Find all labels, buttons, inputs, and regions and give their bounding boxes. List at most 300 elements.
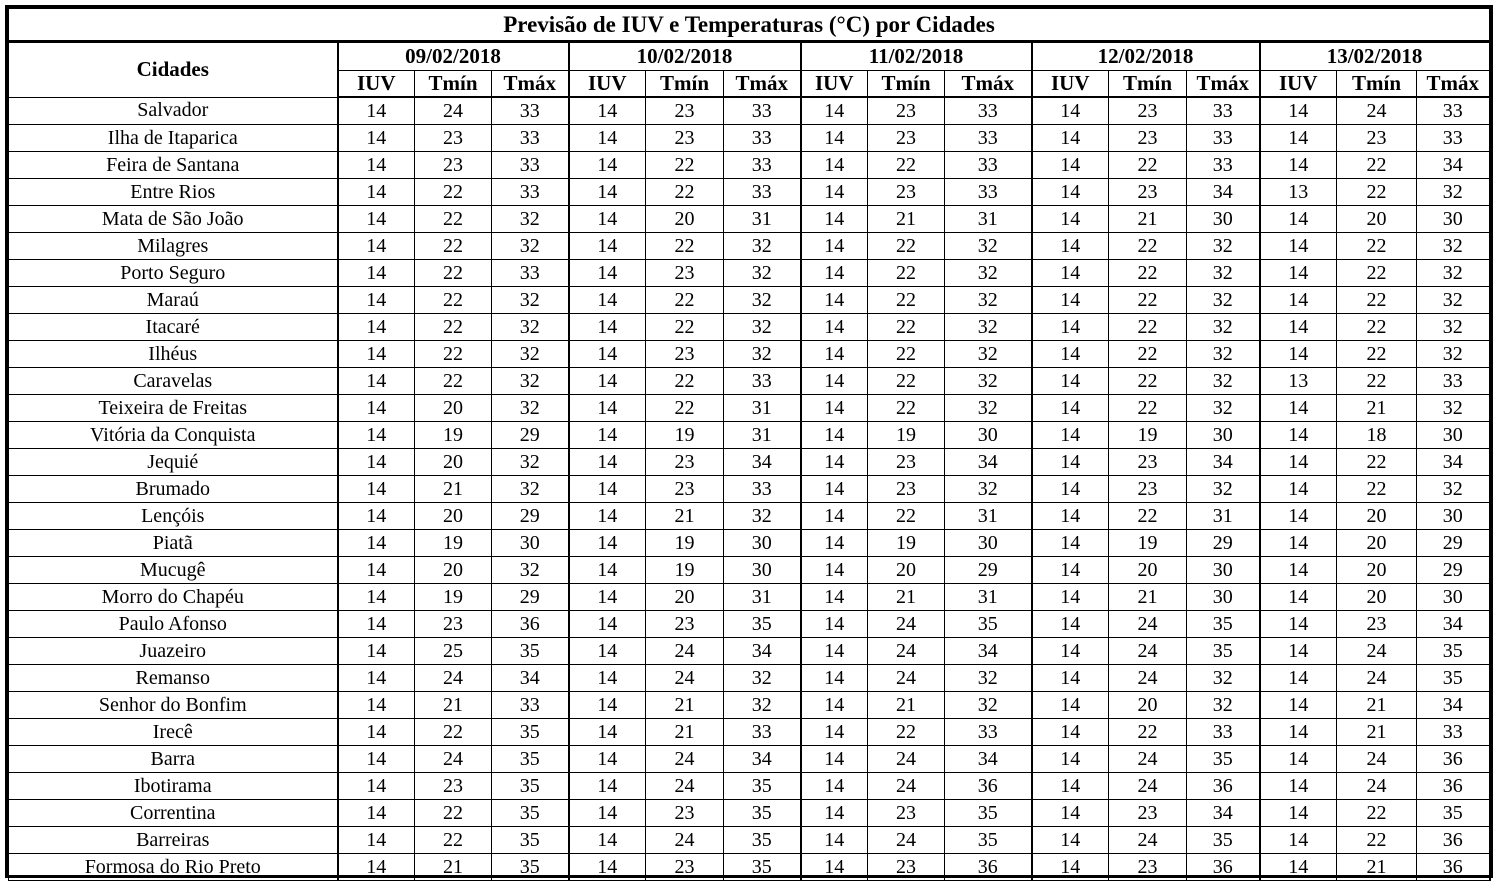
cell-tmax: 32 [492,341,569,368]
cell-tmax: 32 [945,476,1032,503]
sub-header-tmin: Tmín [868,71,945,98]
cell-iuv: 14 [1032,206,1109,233]
cell-tmin: 24 [1337,773,1417,800]
sub-header-tmin: Tmín [1109,71,1187,98]
cell-tmin: 22 [1337,800,1417,827]
cell-tmin: 23 [868,179,945,206]
cell-iuv: 14 [801,611,868,638]
cell-tmax: 32 [1187,233,1260,260]
city-name: Porto Seguro [9,260,338,287]
cell-tmin: 21 [1337,719,1417,746]
cell-tmax: 31 [1187,503,1260,530]
cell-iuv: 14 [1032,665,1109,692]
cell-iuv: 14 [569,665,646,692]
cell-tmax: 35 [945,611,1032,638]
cell-iuv: 13 [1260,179,1337,206]
cell-tmin: 24 [415,97,492,125]
cell-iuv: 14 [569,800,646,827]
cell-iuv: 14 [338,746,415,773]
cell-iuv: 14 [569,233,646,260]
cell-tmax: 33 [1417,97,1490,125]
cell-tmax: 33 [1417,125,1490,152]
cell-iuv: 14 [1032,692,1109,719]
city-name: Jequié [9,449,338,476]
cell-iuv: 14 [338,97,415,125]
cell-tmin: 22 [1337,341,1417,368]
cell-tmax: 30 [1417,584,1490,611]
cell-tmin: 22 [868,368,945,395]
cell-tmin: 23 [868,125,945,152]
cell-tmax: 35 [724,827,801,854]
city-name: Ilha de Itaparica [9,125,338,152]
cell-tmax: 32 [1417,476,1490,503]
cell-tmin: 23 [868,800,945,827]
table-row [9,314,1490,341]
city-name: Lençóis [9,503,338,530]
cell-tmax: 31 [724,206,801,233]
city-name: Milagres [9,233,338,260]
cell-iuv: 14 [1260,260,1337,287]
cell-iuv: 14 [1260,233,1337,260]
cell-iuv: 14 [569,611,646,638]
cell-tmin: 21 [1337,692,1417,719]
cell-tmax: 35 [1417,638,1490,665]
cell-tmin: 23 [646,800,724,827]
cell-tmax: 32 [492,314,569,341]
cell-tmax: 34 [1417,692,1490,719]
cell-tmin: 20 [1337,584,1417,611]
cell-iuv: 14 [338,476,415,503]
city-name: Formosa do Rio Preto [9,854,338,881]
city-name: Vitória da Conquista [9,422,338,449]
sub-header-iuv: IUV [801,71,868,98]
cell-iuv: 14 [801,773,868,800]
cell-tmin: 20 [1337,530,1417,557]
cell-tmax: 32 [724,665,801,692]
sub-header-tmin: Tmín [646,71,724,98]
cell-tmax: 32 [1417,395,1490,422]
sub-header-iuv: IUV [569,71,646,98]
cell-tmax: 34 [724,746,801,773]
cell-iuv: 14 [338,314,415,341]
cell-tmin: 24 [1109,746,1187,773]
cell-tmax: 32 [724,503,801,530]
cell-tmax: 35 [945,800,1032,827]
cell-iuv: 14 [1260,341,1337,368]
cell-tmax: 33 [1417,368,1490,395]
cell-tmin: 19 [1109,530,1187,557]
city-name: Barra [9,746,338,773]
cell-tmax: 32 [492,206,569,233]
cell-iuv: 14 [569,746,646,773]
cell-tmin: 22 [646,395,724,422]
cell-iuv: 14 [569,476,646,503]
cell-tmin: 21 [1337,854,1417,881]
cell-tmax: 34 [945,638,1032,665]
table-row [9,260,1490,287]
cell-tmax: 33 [1417,719,1490,746]
cell-tmin: 23 [868,449,945,476]
cell-iuv: 14 [801,97,868,125]
cell-iuv: 14 [1260,854,1337,881]
cell-iuv: 14 [1260,746,1337,773]
cell-iuv: 14 [338,692,415,719]
cell-iuv: 14 [338,287,415,314]
cell-tmax: 35 [724,773,801,800]
cell-iuv: 14 [1260,449,1337,476]
cell-tmax: 33 [492,260,569,287]
table-title: Previsão de IUV e Temperaturas (°C) por Cidades [9,9,1490,42]
cell-iuv: 14 [801,476,868,503]
cell-tmax: 32 [1417,314,1490,341]
date-header: 13/02/2018 [1260,42,1490,71]
cell-iuv: 14 [338,260,415,287]
cell-iuv: 14 [338,179,415,206]
cell-tmin: 23 [1109,854,1187,881]
city-name: Piatã [9,530,338,557]
cell-tmin: 24 [868,611,945,638]
cell-tmax: 35 [724,611,801,638]
cell-iuv: 14 [569,260,646,287]
cell-iuv: 14 [338,206,415,233]
table-row [9,97,1490,125]
cell-tmin: 23 [1109,476,1187,503]
cell-iuv: 14 [1260,530,1337,557]
cell-iuv: 14 [1032,260,1109,287]
sub-header-tmax: Tmáx [492,71,569,98]
cell-tmin: 22 [415,206,492,233]
cell-tmax: 36 [1187,854,1260,881]
cell-tmax: 35 [1187,611,1260,638]
cell-tmax: 33 [492,692,569,719]
cell-tmin: 22 [415,233,492,260]
cell-tmax: 32 [724,260,801,287]
cell-iuv: 14 [1260,97,1337,125]
cell-tmin: 22 [868,719,945,746]
cell-tmax: 33 [724,476,801,503]
cell-tmin: 23 [1109,97,1187,125]
cell-tmin: 23 [415,152,492,179]
cell-iuv: 14 [569,179,646,206]
cell-tmax: 32 [492,368,569,395]
cell-tmin: 22 [415,260,492,287]
cell-tmax: 32 [724,341,801,368]
cell-tmin: 21 [646,692,724,719]
cell-tmax: 32 [1417,341,1490,368]
cell-iuv: 14 [569,152,646,179]
cell-iuv: 14 [801,503,868,530]
cell-tmax: 30 [945,422,1032,449]
sub-header-tmax: Tmáx [724,71,801,98]
cell-tmin: 23 [646,476,724,503]
cell-tmax: 29 [492,584,569,611]
cell-iuv: 14 [569,125,646,152]
cell-iuv: 14 [569,395,646,422]
cell-iuv: 14 [569,97,646,125]
cell-tmax: 32 [492,233,569,260]
cell-tmax: 32 [492,449,569,476]
forecast-sheet [5,5,1493,878]
cell-tmax: 36 [945,773,1032,800]
cell-iuv: 14 [338,152,415,179]
cell-tmax: 32 [945,314,1032,341]
city-name: Feira de Santana [9,152,338,179]
cell-tmax: 36 [1417,746,1490,773]
cell-tmin: 24 [1109,638,1187,665]
cell-tmax: 31 [945,206,1032,233]
cell-tmin: 24 [415,746,492,773]
cell-tmin: 19 [868,530,945,557]
cell-tmin: 23 [415,125,492,152]
cell-tmax: 33 [1187,97,1260,125]
cell-tmax: 32 [945,287,1032,314]
cell-iuv: 14 [1260,611,1337,638]
cell-tmin: 24 [646,827,724,854]
cell-iuv: 14 [801,557,868,584]
cell-tmin: 24 [415,665,492,692]
cell-tmax: 30 [1187,584,1260,611]
cell-iuv: 14 [1260,206,1337,233]
cell-tmin: 20 [415,449,492,476]
cell-tmax: 32 [945,341,1032,368]
cell-tmin: 22 [646,179,724,206]
cell-iuv: 14 [338,530,415,557]
cell-tmax: 32 [724,287,801,314]
cell-tmax: 30 [945,530,1032,557]
cell-iuv: 14 [1032,97,1109,125]
cell-iuv: 14 [338,503,415,530]
cell-iuv: 14 [338,341,415,368]
city-name: Maraú [9,287,338,314]
cell-iuv: 14 [1260,152,1337,179]
table-row [9,449,1490,476]
cell-tmin: 23 [1337,611,1417,638]
cell-tmax: 35 [1417,800,1490,827]
cell-tmax: 33 [724,152,801,179]
table-row [9,611,1490,638]
table-row [9,746,1490,773]
cell-iuv: 14 [569,827,646,854]
cell-tmax: 30 [1187,422,1260,449]
cell-tmin: 22 [646,287,724,314]
cell-iuv: 14 [801,314,868,341]
cell-tmin: 21 [1337,395,1417,422]
cell-tmax: 34 [1417,611,1490,638]
cell-tmin: 22 [868,503,945,530]
cell-tmin: 24 [1109,773,1187,800]
cell-iuv: 14 [801,179,868,206]
cell-tmin: 20 [1337,557,1417,584]
date-header: 10/02/2018 [569,42,801,71]
cell-tmax: 29 [1417,557,1490,584]
city-name: Ibotirama [9,773,338,800]
cell-iuv: 14 [1032,557,1109,584]
cell-tmax: 36 [1417,827,1490,854]
cell-tmax: 32 [492,287,569,314]
cell-tmax: 35 [724,854,801,881]
cell-iuv: 14 [1260,584,1337,611]
cell-tmin: 22 [415,827,492,854]
cell-tmax: 32 [1417,287,1490,314]
cell-tmin: 22 [868,341,945,368]
cell-iuv: 14 [338,827,415,854]
cell-iuv: 14 [1260,773,1337,800]
cell-tmax: 32 [1417,179,1490,206]
cell-tmin: 24 [646,773,724,800]
cell-tmax: 30 [724,557,801,584]
cell-iuv: 14 [338,800,415,827]
cell-iuv: 14 [801,854,868,881]
cell-iuv: 14 [1032,476,1109,503]
cell-iuv: 14 [569,692,646,719]
cell-tmax: 29 [1417,530,1490,557]
cell-iuv: 14 [1032,341,1109,368]
cell-iuv: 14 [1260,719,1337,746]
cell-tmin: 20 [1337,206,1417,233]
cell-tmin: 23 [1109,125,1187,152]
cell-tmax: 33 [724,125,801,152]
cell-tmax: 32 [1187,260,1260,287]
city-name: Paulo Afonso [9,611,338,638]
cell-tmax: 32 [945,665,1032,692]
cell-tmax: 30 [1417,503,1490,530]
city-name: Barreiras [9,827,338,854]
cell-tmin: 19 [1109,422,1187,449]
cell-tmax: 30 [1187,206,1260,233]
cell-tmin: 24 [1337,97,1417,125]
cell-iuv: 14 [1260,287,1337,314]
cell-iuv: 14 [1032,368,1109,395]
cell-iuv: 14 [1032,584,1109,611]
cell-iuv: 14 [1260,557,1337,584]
cell-tmax: 32 [492,557,569,584]
cell-iuv: 14 [801,692,868,719]
cell-tmin: 22 [1337,179,1417,206]
cell-tmin: 22 [868,395,945,422]
cell-tmax: 35 [1187,827,1260,854]
cell-tmax: 32 [1187,665,1260,692]
cell-tmax: 31 [724,584,801,611]
cell-tmin: 23 [415,611,492,638]
cell-tmax: 32 [945,368,1032,395]
cell-iuv: 14 [801,287,868,314]
sub-header-tmax: Tmáx [945,71,1032,98]
cell-tmin: 23 [646,260,724,287]
cell-tmin: 23 [646,611,724,638]
cell-tmin: 24 [1109,665,1187,692]
cell-tmin: 24 [868,665,945,692]
sub-header-tmin: Tmín [1337,71,1417,98]
cell-tmax: 35 [492,719,569,746]
cell-tmax: 32 [724,692,801,719]
cell-tmax: 32 [1417,233,1490,260]
cell-iuv: 14 [801,422,868,449]
cell-tmax: 35 [492,746,569,773]
cell-tmax: 30 [724,530,801,557]
cell-tmin: 23 [646,854,724,881]
sub-header-iuv: IUV [1260,71,1337,98]
cell-tmin: 22 [1337,260,1417,287]
cell-iuv: 14 [1260,476,1337,503]
cell-tmin: 23 [868,854,945,881]
cell-iuv: 14 [1032,827,1109,854]
cell-iuv: 14 [569,854,646,881]
cell-tmin: 23 [868,97,945,125]
cell-tmax: 34 [1187,449,1260,476]
cell-tmin: 21 [1109,584,1187,611]
cell-tmax: 34 [945,746,1032,773]
cell-tmin: 22 [1109,260,1187,287]
cell-tmax: 35 [1187,746,1260,773]
cell-iuv: 14 [1260,638,1337,665]
cell-tmin: 22 [1109,719,1187,746]
cell-tmax: 32 [1187,314,1260,341]
city-name: Salvador [9,97,338,125]
cell-tmax: 30 [1417,206,1490,233]
city-name: Ilhéus [9,341,338,368]
cell-tmax: 32 [1187,341,1260,368]
table-row [9,719,1490,746]
cell-tmax: 32 [492,476,569,503]
cell-tmin: 21 [868,584,945,611]
cell-iuv: 14 [569,719,646,746]
cell-tmax: 33 [492,125,569,152]
cell-tmin: 22 [415,287,492,314]
table-row [9,800,1490,827]
cell-tmax: 29 [1187,530,1260,557]
cell-tmax: 31 [945,584,1032,611]
cell-tmin: 22 [415,368,492,395]
cell-iuv: 14 [1032,287,1109,314]
cell-tmin: 18 [1337,422,1417,449]
cell-tmax: 33 [1187,125,1260,152]
table-row [9,692,1490,719]
cell-tmax: 34 [1187,179,1260,206]
cell-tmin: 23 [1109,800,1187,827]
cell-tmin: 24 [1337,638,1417,665]
sub-header-iuv: IUV [1032,71,1109,98]
cell-tmin: 19 [415,530,492,557]
sub-header-tmax: Tmáx [1417,71,1490,98]
cell-iuv: 14 [1032,503,1109,530]
cell-iuv: 14 [338,395,415,422]
table-row [9,530,1490,557]
cell-iuv: 14 [801,719,868,746]
sub-header-tmax: Tmáx [1187,71,1260,98]
cell-tmin: 22 [1109,341,1187,368]
cell-iuv: 14 [1032,395,1109,422]
cell-tmin: 24 [646,746,724,773]
cell-tmax: 34 [1417,152,1490,179]
table-row [9,422,1490,449]
cell-tmax: 36 [1417,854,1490,881]
cell-tmax: 36 [1417,773,1490,800]
cell-tmax: 34 [724,638,801,665]
cell-iuv: 14 [338,611,415,638]
cell-iuv: 14 [569,557,646,584]
cell-tmin: 23 [646,125,724,152]
cell-tmin: 24 [868,638,945,665]
cell-tmin: 22 [1337,827,1417,854]
table-row [9,206,1490,233]
cell-tmin: 19 [646,530,724,557]
cell-tmin: 22 [646,152,724,179]
cell-tmin: 20 [415,395,492,422]
cell-tmax: 33 [945,152,1032,179]
forecast-table [8,8,1491,881]
cell-tmax: 32 [1417,260,1490,287]
cell-tmin: 20 [868,557,945,584]
